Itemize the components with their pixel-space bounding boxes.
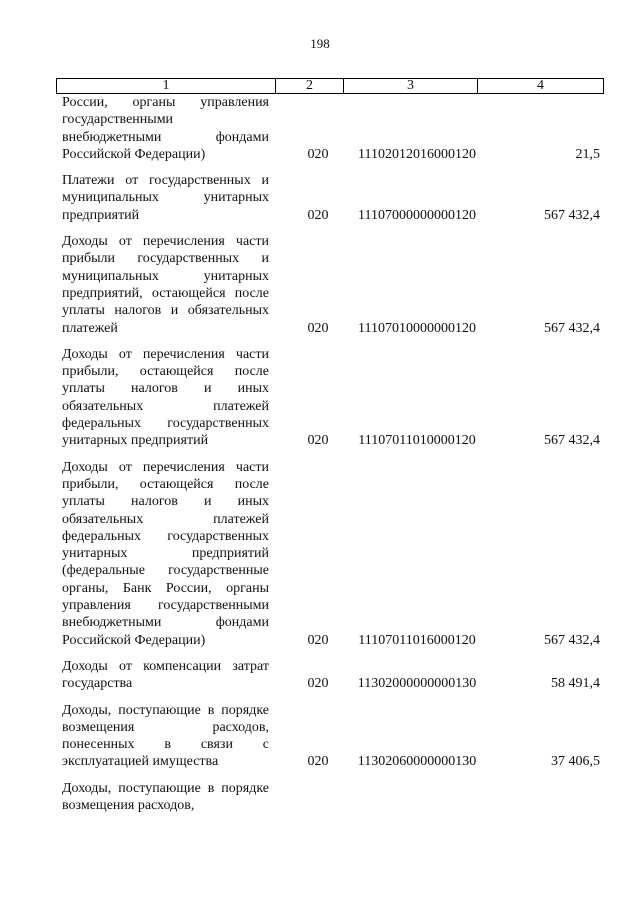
row-name: России, органы управления государственными внебюджетными фондами Российской Федерации) xyxy=(62,95,269,162)
row-budget-code: 11107011016000120 xyxy=(358,632,476,648)
table-header xyxy=(56,78,604,94)
row-amount: 567 432,4 xyxy=(544,320,600,336)
table-row xyxy=(56,346,604,450)
row-name: Доходы, поступающие в порядке возмещения расходов, понесенных в связи с эксплуатацией имущества xyxy=(62,702,269,770)
row-admin-code: 020 xyxy=(307,676,329,692)
row-budget-code: 11107000000000120 xyxy=(358,207,476,223)
row-amount: 567 432,4 xyxy=(544,433,600,449)
row-name: Доходы от компенсации затрат государства xyxy=(62,658,269,692)
row-name: Платежи от государственных и муниципальных унитарных предприятий xyxy=(62,173,269,223)
table-body xyxy=(56,94,604,814)
table-row xyxy=(56,658,604,693)
column-header-1: 1 xyxy=(57,79,276,93)
row-budget-code: 11107010000000120 xyxy=(358,320,476,336)
row-amount: 21,5 xyxy=(575,146,600,162)
table-row xyxy=(56,780,604,815)
row-amount: 567 432,4 xyxy=(544,632,600,648)
row-admin-code: 020 xyxy=(307,754,329,770)
table-row xyxy=(56,702,604,771)
column-header-3: 3 xyxy=(344,79,478,93)
row-amount: 58 491,4 xyxy=(551,676,600,692)
row-amount: 37 406,5 xyxy=(551,754,600,770)
row-amount: 567 432,4 xyxy=(544,207,600,223)
table-row xyxy=(56,233,604,337)
row-name: Доходы от перечисления части прибыли государственных и муниципальных унитарных предприятий, остающейся после уплаты налогов и обязательных платежей xyxy=(62,234,269,336)
table-row xyxy=(56,94,604,163)
table-row xyxy=(56,172,604,224)
row-admin-code: 020 xyxy=(307,433,329,449)
row-name: Доходы от перечисления части прибыли, остающейся после уплаты налогов и иных обязательных платежей федеральных государственных унитарных предприятий (федеральные государственные органы, Банк России, органы управления государственными внебюджетными фондами Российской Федерации) xyxy=(62,459,269,648)
page-number: 198 xyxy=(310,36,330,51)
row-budget-code: 11302000000000130 xyxy=(357,676,477,692)
row-name: Доходы от перечисления части прибыли, остающейся после уплаты налогов и иных обязательных платежей федеральных государственных унитарных предприятий xyxy=(62,346,269,449)
row-budget-code: 11107011010000120 xyxy=(358,433,476,449)
row-admin-code: 020 xyxy=(307,207,329,223)
row-admin-code: 020 xyxy=(307,632,329,648)
row-admin-code: 020 xyxy=(307,146,329,162)
row-budget-code: 11302060000000130 xyxy=(357,754,477,770)
row-admin-code: 020 xyxy=(307,320,329,336)
row-budget-code: 11102012016000120 xyxy=(358,146,476,162)
column-header-4: 4 xyxy=(537,78,544,93)
row-name: Доходы, поступающие в порядке возмещения расходов, xyxy=(62,780,269,813)
table-row xyxy=(56,459,604,649)
column-header-2: 2 xyxy=(276,79,344,93)
